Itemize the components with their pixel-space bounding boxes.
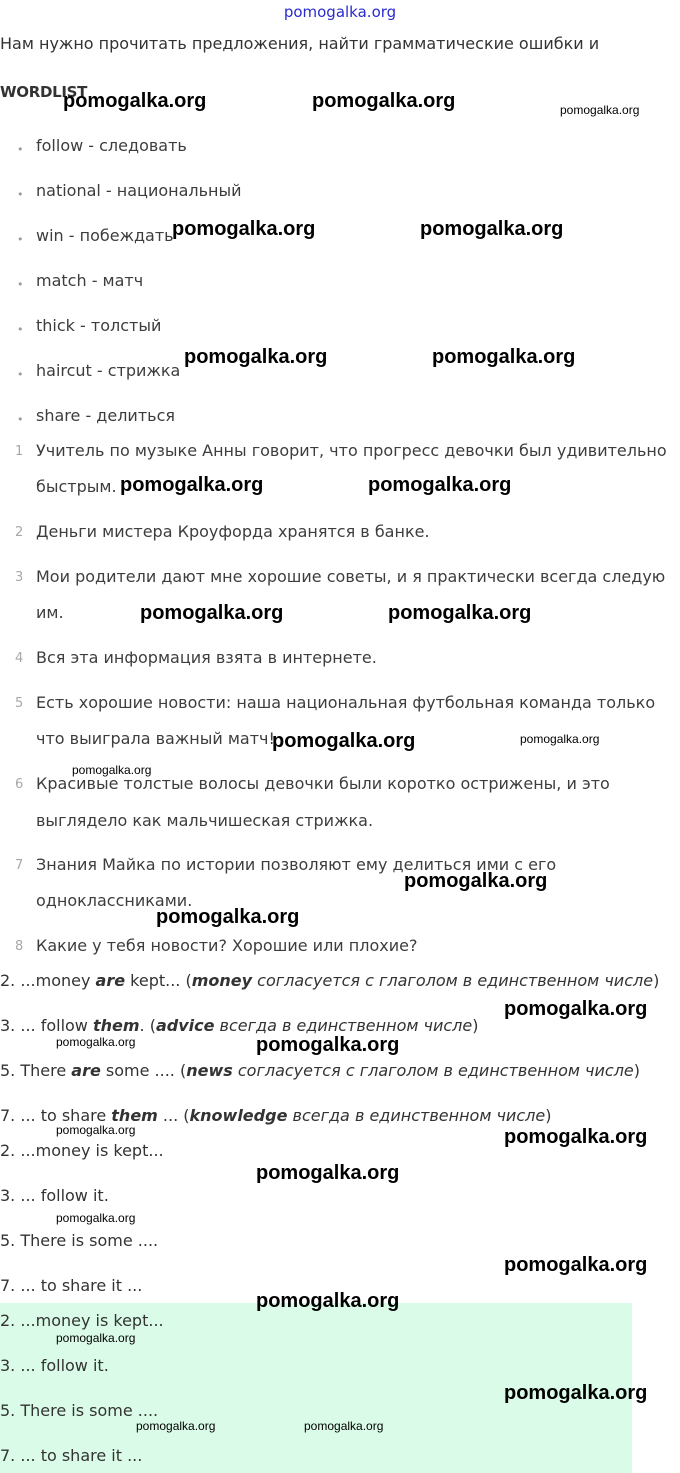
- watermark: pomogalka.org: [312, 90, 456, 112]
- sentence-line: Деньги мистера Кроуфорда хранятся в банке.: [36, 522, 430, 541]
- watermark: pomogalka.org: [304, 1419, 384, 1433]
- watermark: pomogalka.org: [368, 474, 512, 496]
- bullet-icon: •: [17, 233, 24, 246]
- correction-line: 5. There is some ....: [0, 1231, 159, 1250]
- watermark: pomogalka.org: [56, 1035, 136, 1049]
- sentence-line: Знания Майка по истории позволяют ему делиться ими с его: [36, 855, 557, 874]
- sentence-line: Красивые толстые волосы девочки были коротко острижены, и это: [36, 774, 610, 793]
- intro-text: Нам нужно прочитать предложения, найти грамматические ошибки и: [0, 34, 600, 53]
- watermark: pomogalka.org: [184, 346, 328, 368]
- correction-line: 3. ... follow it.: [0, 1186, 109, 1205]
- wordlist-item: haircut - стрижка: [36, 361, 181, 380]
- wordlist-item: follow - следовать: [36, 136, 187, 155]
- watermark: pomogalka.org: [504, 1382, 648, 1404]
- sentence-number: 2: [15, 525, 24, 540]
- sentence-line: что выиграла важный матч!: [36, 729, 275, 748]
- final-answer-line: 7. ... to share it ...: [0, 1446, 143, 1465]
- sentence-line: Какие у тебя новости? Хорошие или плохие?: [36, 936, 418, 955]
- watermark: pomogalka.org: [504, 998, 648, 1020]
- wordlist-item: national - национальный: [36, 181, 242, 200]
- watermark: pomogalka.org: [172, 218, 316, 240]
- wordlist-title: WORDLIST: [0, 83, 88, 101]
- bullet-icon: •: [17, 323, 24, 336]
- sentence-line: Вся эта информация взята в интернете.: [36, 648, 377, 667]
- bullet-icon: •: [17, 143, 24, 156]
- wordlist-item: thick - толстый: [36, 316, 162, 335]
- watermark: pomogalka.org: [56, 1123, 136, 1137]
- watermark: pomogalka.org: [432, 346, 576, 368]
- sentence-number: 5: [15, 696, 24, 711]
- watermark: pomogalka.org: [63, 90, 207, 112]
- sentence-line: им.: [36, 603, 64, 622]
- watermark: pomogalka.org: [156, 906, 300, 928]
- sentence-number: 1: [15, 444, 24, 459]
- sentence-line: Мои родители дают мне хорошие советы, и я практически всегда следую: [36, 567, 666, 586]
- sentence-number: 8: [15, 939, 24, 954]
- watermark: pomogalka.org: [420, 218, 564, 240]
- sentence-line: Учитель по музыке Анны говорит, что прогресс девочки был удивительно: [36, 441, 667, 460]
- watermark: pomogalka.org: [388, 602, 532, 624]
- watermark: pomogalka.org: [504, 1126, 648, 1148]
- watermark: pomogalka.org: [120, 474, 264, 496]
- watermark: pomogalka.org: [256, 1034, 400, 1056]
- watermark: pomogalka.org: [560, 103, 640, 117]
- watermark: pomogalka.org: [136, 1419, 216, 1433]
- site-title[interactable]: pomogalka.org: [283, 3, 397, 21]
- watermark: pomogalka.org: [504, 1254, 648, 1276]
- final-answer-line: 5. There is some ....: [0, 1401, 159, 1420]
- sentence-line: быстрым.: [36, 477, 117, 496]
- correction-line: 2. ...money is kept...: [0, 1141, 164, 1160]
- watermark: pomogalka.org: [72, 763, 152, 777]
- bullet-icon: •: [17, 188, 24, 201]
- sentence-number: 7: [15, 858, 24, 873]
- watermark: pomogalka.org: [140, 602, 284, 624]
- bullet-icon: •: [17, 278, 24, 291]
- bullet-icon: •: [17, 368, 24, 381]
- sentence-line: выглядело как мальчишеская стрижка.: [36, 811, 374, 830]
- sentence-number: 4: [15, 651, 24, 666]
- error-line: 7. ... to share them ... (knowledge всегда в единственном числе): [0, 1106, 552, 1125]
- watermark: pomogalka.org: [56, 1211, 136, 1225]
- error-line: 3. ... follow them. (advice всегда в единственном числе): [0, 1016, 479, 1035]
- bullet-icon: •: [17, 413, 24, 426]
- sentence-line: одноклассниками.: [36, 891, 193, 910]
- sentence-line: Есть хорошие новости: наша национальная футбольная команда только: [36, 693, 656, 712]
- watermark: pomogalka.org: [404, 870, 548, 892]
- wordlist-item: match - матч: [36, 271, 144, 290]
- wordlist-item: win - побеждать: [36, 226, 174, 245]
- watermark: pomogalka.org: [272, 730, 416, 752]
- correction-line: 7. ... to share it ...: [0, 1276, 143, 1295]
- watermark: pomogalka.org: [256, 1290, 400, 1312]
- error-line: 2. ...money are kept... (money согласуется с глаголом в единственном числе): [0, 971, 660, 990]
- final-answer-line: 2. ...money is kept...: [0, 1311, 164, 1330]
- wordlist-item: share - делиться: [36, 406, 175, 425]
- watermark: pomogalka.org: [520, 732, 600, 746]
- sentence-number: 6: [15, 777, 24, 792]
- watermark: pomogalka.org: [256, 1162, 400, 1184]
- final-answer-line: 3. ... follow it.: [0, 1356, 109, 1375]
- sentence-number: 3: [15, 570, 24, 585]
- error-line: 5. There are some .... (news согласуется с глаголом в единственном числе): [0, 1061, 641, 1080]
- watermark: pomogalka.org: [56, 1331, 136, 1345]
